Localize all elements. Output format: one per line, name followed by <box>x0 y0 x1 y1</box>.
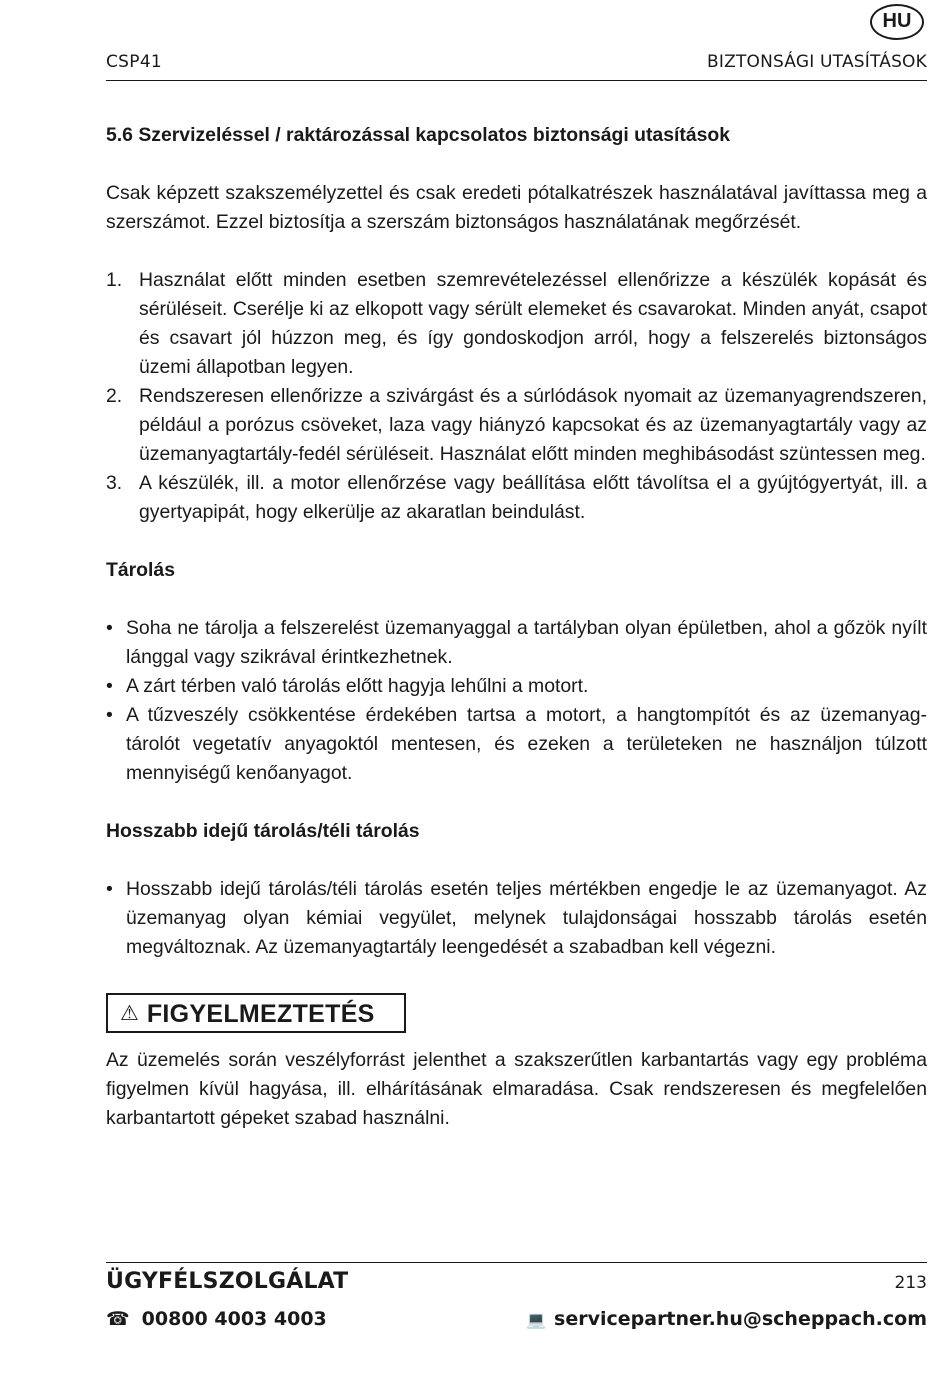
storage-bullets <box>106 614 927 788</box>
warning-title: FIGYELMEZTETÉS <box>146 1000 375 1028</box>
bullet-icon: • <box>106 675 113 697</box>
list-item: 2. Rendszeresen ellenőrizze a szivárgást és a súrlódások nyomait az üzemanyagrendszeren, például a porózus csöveket, laza vagy hiányzó kapcsokat és az üzemanyagtartály vagy az üzemanyagtartály-fedél sérüléseit. Használat előtt minden meghibásodást szüntessen meg. <box>106 385 927 465</box>
section-title: 5.6 Szervizeléssel / raktározással kapcsolatos biztonsági utasítások <box>106 124 731 146</box>
list-item: • A zárt térben való tárolás előtt hagyja lehűlni a motort. <box>106 672 927 701</box>
computer-icon: 💻 <box>526 1310 547 1329</box>
phone-contact <box>106 1308 327 1330</box>
phone-number: 00800 4003 4003 <box>141 1308 327 1330</box>
storage-heading: Tárolás <box>106 559 175 581</box>
list-item: 1. Használat előtt minden esetben szemrevételezéssel ellenőrizze a készülék kopását és sérüléseit. Cserélje ki az elkopott vagy sérült elemeket és csavarokat. Minden anyát, csapot és csavart jól húzzon meg, és így gondoskodjon arról, hogy a felszerelés biztonságos üzemi állapotban legyen. <box>106 269 927 378</box>
email-address: servicepartner.hu@scheppach.com <box>554 1308 927 1330</box>
bullet-icon: • <box>106 704 113 726</box>
list-item: 3. A készülék, ill. a motor ellenőrzése vagy beállítása előtt távolítsa el a gyújtógyertyát, ill. a gyertyapipát, hogy elkerülje az akaratlan beindulást. <box>106 472 927 523</box>
warning-text: Az üzemelés során veszélyforrást jelenthet a szakszerűtlen karbantartás vagy egy probléma figyelmen kívül hagyása, ill. elhárításának elmaradása. Csak rendszeresen és megfelelően karbantartott gépeket szabad használni. <box>106 1049 927 1129</box>
bullet-icon: • <box>106 878 113 900</box>
main-content <box>106 121 927 1133</box>
language-badge: HU <box>870 4 924 40</box>
page-number: 213 <box>894 1273 927 1293</box>
warning-box <box>106 993 406 1033</box>
numbered-list <box>106 266 927 527</box>
page-footer <box>106 1262 927 1330</box>
intro-paragraph: Csak képzett szakszemélyzettel és csak eredeti pótalkatrészek használatával javíttassa meg a szerszámot. Ezzel biztosítja a szerszám biztonságos használatának megőrzését. <box>106 182 927 233</box>
long-storage-heading: Hosszabb idejű tárolás/téli tárolás <box>106 820 420 842</box>
section-name: BIZTONSÁGI UTASÍTÁSOK <box>707 52 927 72</box>
warning-icon: ⚠ <box>120 1002 139 1025</box>
bullet-icon: • <box>106 617 113 639</box>
model-name: CSP41 <box>106 52 163 72</box>
list-item: • A tűzveszély csökkentése érdekében tartsa a motort, a hangtompítót és az üzemanyag-tárolót vegetatív anyagoktól mentesen, és ezeken a területeken ne használjon túlzott mennyiségű kenőanyagot. <box>106 701 927 788</box>
list-item: • Soha ne tárolja a felszerelést üzemanyaggal a tartályban olyan épületben, ahol a gőzök nyílt lánggal vagy szikrával érintkezhetnek. <box>106 614 927 672</box>
phone-icon: ☎ <box>106 1308 130 1330</box>
list-item: • Hosszabb idejű tárolás/téli tárolás esetén teljes mértékben engedje le az üzemanyagot. Az üzemanyag olyan kémiai vegyület, melynek tulajdonságai hosszabb tárolás esetén megváltoznak. Az üzemanyagtartály leengedését a szabadban kell végezni. <box>106 875 927 962</box>
email-contact <box>526 1308 927 1330</box>
page-header <box>106 52 927 81</box>
long-storage-bullets <box>106 875 927 962</box>
customer-service-title: ÜGYFÉLSZOLGÁLAT <box>106 1269 349 1294</box>
